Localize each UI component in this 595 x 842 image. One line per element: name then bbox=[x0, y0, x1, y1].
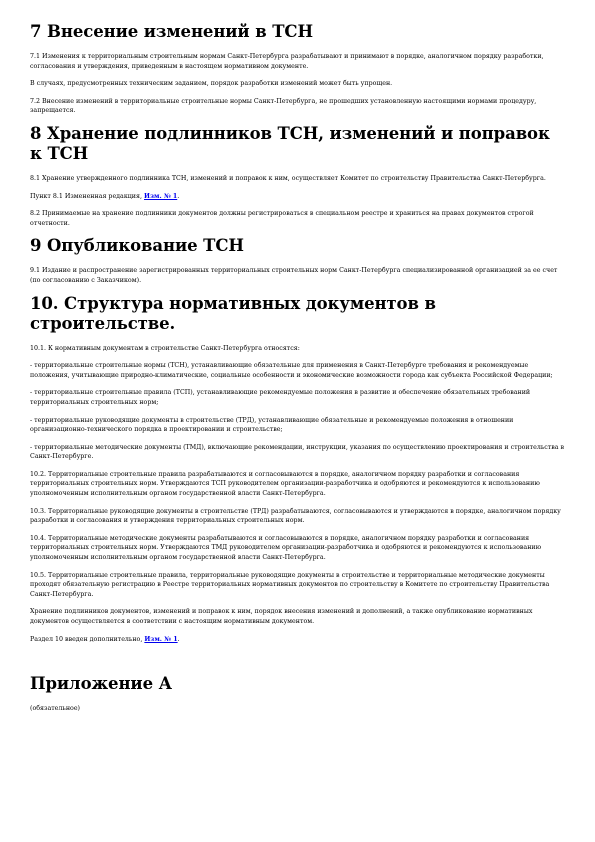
paragraph-7-1: 7.1 Изменения к территориальным строительным нормам Санкт-Петербурга разрабатывают и принимают в порядке, аналогичном порядку разработки, согласования и утверждения, приведенным в настоящем нормативном документе. bbox=[30, 53, 544, 70]
paragraph-10-amendment bbox=[30, 635, 565, 645]
list-item-tmd: - территориальные методические документы (ТМД), включающие рекомендации, инструкции, указания по осуществлению проектирования и строительства в Санкт-Петербурге. bbox=[30, 443, 565, 461]
list-item-trd: - территориальные руководящие документы в строительстве (ТРД), устанавливающие обязательные и рекомендуемые положения в отношении организационно-технического порядка в проектировании и строительстве; bbox=[30, 416, 514, 434]
list-item-tsn: - территориальные строительные нормы (ТСН), устанавливающие обязательные для применения в Санкт-Петербурге требования и рекомендуемые положения, учитывающие природно-климатические, социальные особенности и экономические возможности города как субъекта Российской Федерации; bbox=[30, 362, 553, 379]
paragraph-10-5: 10.5. Территориальные строительные правила, территориальные руководящие документы в строительстве и территориальные методические документы проходят обязательную регистрацию в Реестре территориальных нормативных документов по строительству в Комитете по строительству Правительства Санкт-Петербурга. bbox=[30, 571, 550, 598]
section-7-heading: 7 Внесение изменений в ТСН bbox=[30, 22, 313, 41]
amendment-text: Пункт 8.1 Измененная редакция, bbox=[30, 192, 142, 200]
document-page bbox=[30, 22, 565, 722]
paragraph-8-2: 8.2 Принимаемые на хранение подлинники документов должны регистрироваться в специальном реестре и храниться на правах документов строгой отчетности. bbox=[30, 210, 534, 227]
paragraph-10-2: 10.2. Территориальные строительные правила разрабатываются и согласовываются в порядке, аналогичном порядку разработки и согласования территориальных строительных норм. Утверждаются ТСП руководителем организации-разработчика и одобряются и рекомендуются к использованию уполномоченным исполнительным органом государственной власти Санкт-Петербурга. bbox=[30, 470, 540, 498]
paragraph-8-1-amendment bbox=[30, 192, 565, 202]
amendment-link[interactable]: Изм. № 1 bbox=[144, 635, 178, 643]
paragraph-10-1: 10.1. К нормативным документам в строительстве Санкт-Петербурга относятся: bbox=[30, 344, 300, 352]
list-item-tsp: - территориальные строительные правила (ТСП), устанавливающие рекомендуемые положения в развитие и обеспечение обязательных требований территориальных строительных норм; bbox=[30, 389, 531, 406]
spacer bbox=[30, 652, 565, 674]
paragraph-10-4: 10.4. Территориальные методические документы разрабатываются и согласовываются в порядке, аналогичном порядку разработки и согласования территориальных строительных норм. Утверждаются ТМД руководителем организации-разработчика и одобряются и рекомендуются к использованию уполномоченным исполнительным органом государственной власти Санкт-Петербурга. bbox=[30, 534, 542, 562]
amendment-link[interactable]: Изм. № 1 bbox=[144, 192, 178, 200]
section-8-heading: 8 Хранение подлинников ТСН, изменений и поправок к ТСН bbox=[30, 123, 550, 163]
paragraph-7-2: 7.2 Внесение изменений в территориальные строительные нормы Санкт-Петербурга, не прошедших установленную настоящими нормами процедуру, запрещается. bbox=[30, 97, 537, 115]
paragraph-9-1: 9.1 Издание и распространение зарегистрированных территориальных строительных норм Санкт-Петербурга специализированной организацией за ее счет (по согласованию с Заказчиком). bbox=[30, 267, 558, 284]
amendment-end: . bbox=[177, 192, 180, 200]
section-10-heading: 10. Структура нормативных документов в строительстве. bbox=[30, 293, 436, 333]
paragraph-10-storage: Хранение подлинников документов, изменений и поправок к ним, порядок внесения изменений и дополнений, а также опубликование нормативных документов осуществляется в соответствии с настоящим нормативным документом. bbox=[30, 608, 533, 625]
paragraph-10-3: 10.3. Территориальные руководящие документы в строительстве (ТРД) разрабатываются, согласовываются и утверждаются в порядке, аналогичном порядку разработки и согласования и утверждения территориальных строительных норм. bbox=[30, 507, 561, 525]
appendix-a-subtitle: (обязательное) bbox=[30, 705, 81, 713]
paragraph-7-1-note: В случаях, предусмотренных техническим заданием, порядок разработки изменений может быть упрощен. bbox=[30, 80, 393, 88]
paragraph-8-1: 8.1 Хранение утвержденного подлинника ТСН, изменений и поправок к ним, осуществляет Комитет по строительству Правительства Санкт-Петербурга. bbox=[30, 174, 546, 182]
amendment-end: . bbox=[177, 635, 180, 643]
amendment-text: Раздел 10 введен дополнительно, bbox=[30, 635, 143, 643]
appendix-a-heading: Приложение А bbox=[30, 674, 172, 694]
section-9-heading: 9 Опубликование ТСН bbox=[30, 236, 244, 256]
